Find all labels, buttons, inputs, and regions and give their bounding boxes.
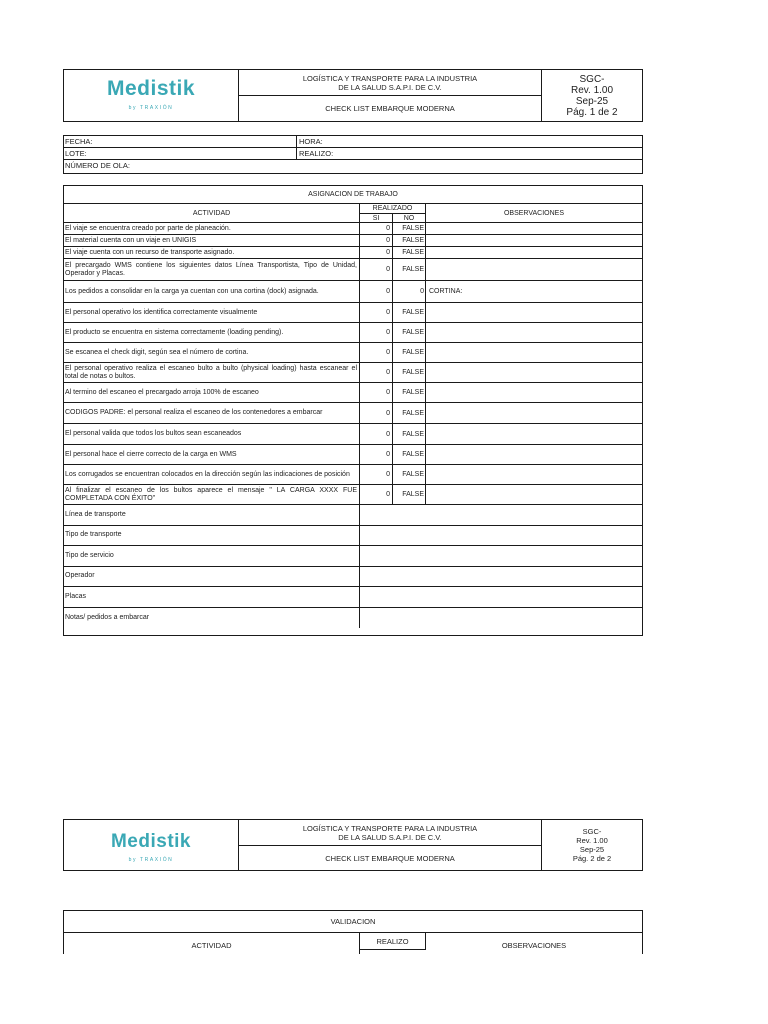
col-observaciones-header: OBSERVACIONES xyxy=(501,941,567,950)
activity-cell: El viaje se encuentra creado por parte de planeación. xyxy=(64,223,360,235)
col-observaciones-header: OBSERVACIONES xyxy=(426,204,642,223)
checklist-table xyxy=(63,185,643,636)
col-si-header: SI xyxy=(360,214,393,223)
col-actividad-header: ACTIVIDAD xyxy=(64,933,360,954)
activity-cell: El personal hace el cierre correcto de la carga en WMS xyxy=(64,445,360,465)
no-value-cell[interactable]: FALSE xyxy=(393,247,426,259)
no-value-cell[interactable]: FALSE xyxy=(393,485,426,505)
observation-cell[interactable] xyxy=(426,259,642,281)
numero-ola-field[interactable]: NÚMERO DE OLA: xyxy=(65,161,131,170)
no-value-cell[interactable]: FALSE xyxy=(393,383,426,403)
document-title: CHECK LIST EMBARQUE MODERNA xyxy=(325,104,455,113)
doc-revision: Rev. 1.00 xyxy=(570,84,614,96)
si-value-cell[interactable]: 0 xyxy=(360,485,393,505)
transport-label-cell: Línea de transporte xyxy=(64,505,360,526)
no-value-cell[interactable]: FALSE xyxy=(393,259,426,281)
transport-value-cell[interactable] xyxy=(360,526,642,547)
si-value-cell[interactable]: 0 xyxy=(360,424,393,445)
col-realizo-header: REALIZO xyxy=(360,933,426,950)
checklist-title: ASIGNACION DE TRABAJO xyxy=(64,186,642,204)
doc-page-number: Pág. 1 de 2 xyxy=(566,106,618,118)
doc-code: SGC- xyxy=(579,73,605,85)
si-value-cell[interactable]: 0 xyxy=(360,259,393,281)
activity-cell: El material cuenta con un viaje en UNIGIS xyxy=(64,235,360,247)
col-realizado-header: REALIZADO xyxy=(360,204,426,214)
medistik-logo: Medistik xyxy=(106,77,196,100)
observation-cell[interactable] xyxy=(426,303,642,323)
company-line-2: DE LA SALUD S.A.P.I. DE C.V. xyxy=(338,82,442,92)
no-value-cell[interactable]: FALSE xyxy=(393,343,426,363)
observation-cell[interactable] xyxy=(426,465,642,485)
transport-value-cell[interactable] xyxy=(360,505,642,526)
company-name xyxy=(239,70,541,96)
activity-cell: El personal operativo realiza el escaneo bulto a bulto (physical loading) hasta escanear el total de notas o bultos. xyxy=(64,363,360,383)
doc-revision: Rev. 1.00 xyxy=(576,836,608,845)
transport-value-cell[interactable] xyxy=(360,608,642,629)
si-value-cell[interactable]: 0 xyxy=(360,223,393,235)
info-table xyxy=(63,135,643,174)
col-no-header: NO xyxy=(393,214,426,223)
activity-cell: CODIGOS PADRE: el personal realiza el escaneo de los contenedores a embarcar xyxy=(64,403,360,424)
observation-cell[interactable] xyxy=(426,403,642,424)
company-line-1: LOGÍSTICA Y TRANSPORTE PARA LA INDUSTRIA xyxy=(302,823,478,833)
no-value-cell[interactable]: FALSE xyxy=(393,303,426,323)
no-value-cell[interactable]: FALSE xyxy=(393,363,426,383)
transport-label-cell: Tipo de transporte xyxy=(64,526,360,547)
no-value-cell[interactable]: FALSE xyxy=(393,403,426,424)
observation-cell[interactable] xyxy=(426,424,642,445)
si-value-cell[interactable]: 0 xyxy=(360,445,393,465)
observation-cell[interactable] xyxy=(426,223,642,235)
doc-date: Sep-25 xyxy=(579,845,605,854)
page2-header xyxy=(63,819,643,871)
page1-header xyxy=(63,69,643,122)
si-value-cell[interactable]: 0 xyxy=(360,343,393,363)
si-value-cell[interactable]: 0 xyxy=(360,303,393,323)
transport-label-cell: Tipo de servicio xyxy=(64,546,360,567)
doc-code: SGC- xyxy=(582,827,602,836)
activity-cell: Al termino del escaneo el precargado arroja 100% de escaneo xyxy=(64,383,360,403)
no-value-cell[interactable]: FALSE xyxy=(393,445,426,465)
company-cell xyxy=(239,820,542,870)
no-value-cell[interactable]: FALSE xyxy=(393,235,426,247)
logo-cell xyxy=(64,70,239,121)
si-value-cell[interactable]: 0 xyxy=(360,247,393,259)
validation-table xyxy=(63,910,643,954)
no-value-cell[interactable]: FALSE xyxy=(393,323,426,343)
activity-cell: El personal valida que todos los bultos sean escaneados xyxy=(64,424,360,445)
info-row xyxy=(64,160,642,172)
observation-cell[interactable] xyxy=(426,485,642,505)
activity-cell: Al finalizar el escaneo de los bultos aparece el mensaje " LA CARGA XXXX FUE COMPLETADA CON ÉXITO" xyxy=(64,485,360,505)
transport-value-cell[interactable] xyxy=(360,546,642,567)
medistik-logo: Medistik xyxy=(110,831,192,852)
lote-field[interactable]: LOTE: xyxy=(64,148,297,159)
activity-cell: Los corrugados se encuentran colocados en la dirección según las indicaciones de posición xyxy=(64,465,360,485)
no-value-cell[interactable]: FALSE xyxy=(393,424,426,445)
si-value-cell[interactable]: 0 xyxy=(360,363,393,383)
company-cell xyxy=(239,70,542,121)
document-control xyxy=(542,820,642,870)
observation-cell[interactable] xyxy=(426,235,642,247)
si-value-cell[interactable]: 0 xyxy=(360,403,393,424)
activity-cell: El viaje cuenta con un recurso de transporte asignado. xyxy=(64,247,360,259)
logo-cell xyxy=(64,820,239,870)
si-value-cell[interactable]: 0 xyxy=(360,383,393,403)
company-line-2: DE LA SALUD S.A.P.I. DE C.V. xyxy=(338,832,442,842)
activity-cell: Los pedidos a consolidar en la carga ya cuentan con una cortina (dock) asignada. xyxy=(64,281,360,303)
activity-cell: El personal operativo los identifica correctamente visualmente xyxy=(64,303,360,323)
transport-label-cell: Operador xyxy=(64,567,360,588)
transport-value-cell[interactable] xyxy=(360,567,642,588)
no-value-cell[interactable]: FALSE xyxy=(393,465,426,485)
observation-cell[interactable] xyxy=(426,445,642,465)
validation-title: VALIDACION xyxy=(64,911,642,933)
realizo-field[interactable]: REALIZO: xyxy=(299,149,334,158)
observation-cell[interactable] xyxy=(426,363,642,383)
document-control xyxy=(542,70,642,121)
si-value-cell[interactable]: 0 xyxy=(360,465,393,485)
observation-cell[interactable] xyxy=(426,247,642,259)
observation-cell[interactable] xyxy=(426,323,642,343)
no-value-cell[interactable]: 0 xyxy=(393,281,426,303)
doc-page-number: Pág. 2 de 2 xyxy=(572,854,612,863)
info-row xyxy=(64,136,642,148)
transport-label-cell: Notas/ pedidos a embarcar xyxy=(64,608,360,629)
activity-cell: Se escanea el check digit, según sea el número de cortina. xyxy=(64,343,360,363)
fecha-field[interactable]: FECHA: xyxy=(64,136,297,147)
company-name xyxy=(239,820,541,846)
no-value-cell[interactable]: FALSE xyxy=(393,223,426,235)
observation-cell[interactable]: CORTINA: xyxy=(426,281,642,303)
traxion-sub-logo: by TRAXIÓN xyxy=(128,857,174,863)
activity-cell: El producto se encuentra en sistema correctamente (loading pending). xyxy=(64,323,360,343)
transport-label-cell: Placas xyxy=(64,587,360,608)
si-value-cell[interactable]: 0 xyxy=(360,235,393,247)
hora-field[interactable]: HORA: xyxy=(299,137,323,146)
document-title: CHECK LIST EMBARQUE MODERNA xyxy=(325,853,455,863)
observation-cell[interactable] xyxy=(426,383,642,403)
activity-cell: El precargado WMS contiene los siguientes datos Línea Transportista, Tipo de Unidad, Operador y Placas. xyxy=(64,259,360,281)
si-value-cell[interactable]: 0 xyxy=(360,323,393,343)
observation-cell[interactable] xyxy=(426,343,642,363)
doc-date: Sep-25 xyxy=(575,95,609,107)
traxion-sub-logo: by TRAXIÓN xyxy=(128,105,174,111)
si-value-cell[interactable]: 0 xyxy=(360,281,393,303)
col-actividad-header: ACTIVIDAD xyxy=(64,204,360,223)
company-line-1: LOGÍSTICA Y TRANSPORTE PARA LA INDUSTRIA xyxy=(302,73,478,83)
transport-value-cell[interactable] xyxy=(360,587,642,608)
info-row xyxy=(64,148,642,160)
